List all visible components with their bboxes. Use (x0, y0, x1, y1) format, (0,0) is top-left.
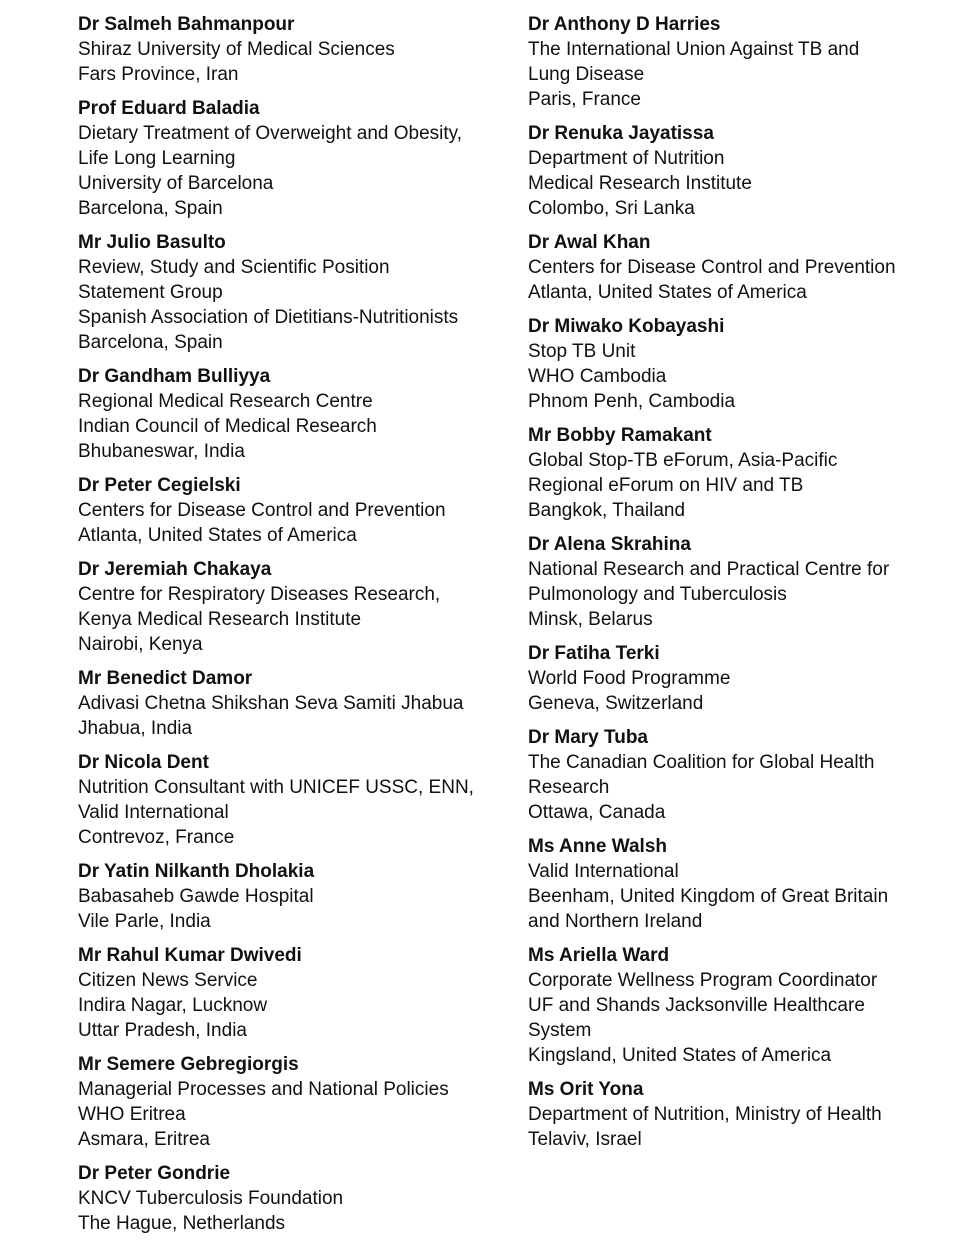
contributors-left-column (78, 12, 498, 1245)
contributor-affiliation-line: Statement Group (78, 282, 223, 303)
contributor-affiliation-line: World Food Programme (528, 668, 731, 689)
contributor-affiliation-line: Managerial Processes and National Policies (78, 1079, 449, 1100)
contributor-entry (78, 859, 498, 934)
contributor-name: Dr Peter Cegielski (78, 475, 241, 496)
contributor-entry (78, 666, 498, 741)
contributor-affiliation-line: Indian Council of Medical Research (78, 416, 377, 437)
contributor-affiliation-line: Uttar Pradesh, India (78, 1020, 247, 1041)
contributor-name: Mr Bobby Ramakant (528, 425, 712, 446)
contributor-affiliation-line: Regional Medical Research Centre (78, 391, 373, 412)
contributor-affiliation-line: Nairobi, Kenya (78, 634, 203, 655)
contributor-name: Dr Peter Gondrie (78, 1163, 231, 1184)
contributor-affiliation-line: Babasaheb Gawde Hospital (78, 886, 314, 907)
contributor-affiliation-line: Nutrition Consultant with UNICEF USSC, ENN, (78, 777, 474, 798)
contributor-affiliation-line: Centers for Disease Control and Prevention (78, 500, 446, 521)
contributor-affiliation-line: WHO Eritrea (78, 1104, 186, 1125)
contributor-affiliation-line: The Canadian Coalition for Global Health (528, 752, 875, 773)
contributor-entry (78, 230, 498, 355)
contributor-entry (78, 1052, 498, 1152)
contributor-affiliation-line: Ottawa, Canada (528, 802, 666, 823)
contributor-entry (528, 1077, 938, 1152)
contributor-entry (78, 557, 498, 657)
contributor-affiliation-line: The Hague, Netherlands (78, 1213, 286, 1234)
contributor-affiliation-line: Life Long Learning (78, 148, 236, 169)
contributor-name: Mr Julio Basulto (78, 232, 226, 253)
contributor-entry (78, 1161, 498, 1236)
contributor-affiliation-line: Bangkok, Thailand (528, 500, 686, 521)
contributor-name: Mr Benedict Damor (78, 668, 253, 689)
contributor-affiliation-line: Valid International (528, 861, 679, 882)
contributor-affiliation-line: Department of Nutrition, Ministry of Health (528, 1104, 882, 1125)
contributor-name: Dr Alena Skrahina (528, 534, 691, 555)
contributor-name: Dr Awal Khan (528, 232, 651, 253)
contributor-affiliation-line: Paris, France (528, 89, 641, 110)
contributor-affiliation-line: Medical Research Institute (528, 173, 752, 194)
contributor-affiliation-line: Colombo, Sri Lanka (528, 198, 695, 219)
contributor-affiliation-line: Citizen News Service (78, 970, 258, 991)
contributor-affiliation-line: Spanish Association of Dietitians-Nutritionists (78, 307, 459, 328)
contributor-affiliation-line: Dietary Treatment of Overweight and Obesity, (78, 123, 463, 144)
contributor-affiliation-line: Corporate Wellness Program Coordinator (528, 970, 878, 991)
contributor-name: Mr Rahul Kumar Dwivedi (78, 945, 302, 966)
contributor-name: Mr Semere Gebregiorgis (78, 1054, 299, 1075)
contributor-affiliation-line: Geneva, Switzerland (528, 693, 704, 714)
contributor-affiliation-line: Atlanta, United States of America (78, 525, 357, 546)
contributor-affiliation-line: Asmara, Eritrea (78, 1129, 210, 1150)
contributor-affiliation-line: Global Stop-TB eForum, Asia-Pacific (528, 450, 838, 471)
contributor-entry (78, 96, 498, 221)
contributor-affiliation-line: Kenya Medical Research Institute (78, 609, 362, 630)
contributor-affiliation-line: Indira Nagar, Lucknow (78, 995, 268, 1016)
contributor-affiliation-line: Contrevoz, France (78, 827, 235, 848)
contributor-affiliation-line: Valid International (78, 802, 229, 823)
contributor-affiliation-line: Review, Study and Scientific Position (78, 257, 390, 278)
contributor-entry (528, 423, 938, 523)
contributor-affiliation-line: Phnom Penh, Cambodia (528, 391, 736, 412)
contributor-entry (528, 230, 938, 305)
contributor-entry (528, 314, 938, 414)
contributor-entry (528, 943, 938, 1068)
contributor-affiliation-line: UF and Shands Jacksonville Healthcare (528, 995, 865, 1016)
contributor-name: Dr Jeremiah Chakaya (78, 559, 272, 580)
contributor-affiliation-line: Vile Parle, India (78, 911, 211, 932)
contributor-name: Ms Orit Yona (528, 1079, 644, 1100)
contributor-entry (78, 943, 498, 1043)
contributor-entry (528, 641, 938, 716)
contributor-affiliation-line: Atlanta, United States of America (528, 282, 807, 303)
contributor-entry (528, 725, 938, 825)
contributor-affiliation-line: Lung Disease (528, 64, 645, 85)
contributor-affiliation-line: Centre for Respiratory Diseases Research, (78, 584, 441, 605)
contributor-affiliation-line: Kingsland, United States of America (528, 1045, 832, 1066)
contributor-name: Dr Miwako Kobayashi (528, 316, 725, 337)
contributor-affiliation-line: Research (528, 777, 610, 798)
contributor-entry (78, 750, 498, 850)
contributor-name: Dr Salmeh Bahmanpour (78, 14, 295, 35)
contributor-name: Ms Anne Walsh (528, 836, 667, 857)
contributor-affiliation-line: Bhubaneswar, India (78, 441, 245, 462)
contributor-affiliation-line: Shiraz University of Medical Sciences (78, 39, 395, 60)
contributor-affiliation-line: Stop TB Unit (528, 341, 636, 362)
contributor-entry (528, 121, 938, 221)
contributor-affiliation-line: Barcelona, Spain (78, 332, 223, 353)
contributor-name: Dr Mary Tuba (528, 727, 649, 748)
contributor-name: Dr Anthony D Harries (528, 14, 721, 35)
contributor-affiliation-line: Fars Province, Iran (78, 64, 239, 85)
contributor-affiliation-line: Regional eForum on HIV and TB (528, 475, 804, 496)
contributor-affiliation-line: Barcelona, Spain (78, 198, 223, 219)
contributor-entry (528, 834, 938, 934)
contributor-affiliation-line: WHO Cambodia (528, 366, 667, 387)
contributor-name: Dr Nicola Dent (78, 752, 209, 773)
contributor-entry (528, 532, 938, 632)
contributor-affiliation-line: Minsk, Belarus (528, 609, 653, 630)
contributor-name: Dr Yatin Nilkanth Dholakia (78, 861, 315, 882)
contributor-affiliation-line: University of Barcelona (78, 173, 274, 194)
contributor-entry (78, 12, 498, 87)
contributor-entry (78, 473, 498, 548)
contributor-affiliation-line: Telaviv, Israel (528, 1129, 642, 1150)
contributor-affiliation-line: Pulmonology and Tuberculosis (528, 584, 787, 605)
contributor-entry (78, 364, 498, 464)
contributor-name: Dr Gandham Bulliyya (78, 366, 271, 387)
contributor-affiliation-line: System (528, 1020, 592, 1041)
contributor-affiliation-line: The International Union Against TB and (528, 39, 860, 60)
contributor-affiliation-line: Adivasi Chetna Shikshan Seva Samiti Jhabua (78, 693, 464, 714)
contributors-right-column (528, 12, 938, 1161)
contributor-entry (528, 12, 938, 112)
contributor-affiliation-line: National Research and Practical Centre for (528, 559, 890, 580)
contributor-affiliation-line: and Northern Ireland (528, 911, 703, 932)
contributor-affiliation-line: Beenham, United Kingdom of Great Britain (528, 886, 889, 907)
contributor-name: Dr Renuka Jayatissa (528, 123, 714, 144)
contributor-affiliation-line: Department of Nutrition (528, 148, 725, 169)
contributor-affiliation-line: Jhabua, India (78, 718, 193, 739)
contributor-affiliation-line: Centers for Disease Control and Prevention (528, 257, 896, 278)
contributor-name: Ms Ariella Ward (528, 945, 670, 966)
contributor-name: Prof Eduard Baladia (78, 98, 260, 119)
contributor-name: Dr Fatiha Terki (528, 643, 660, 664)
contributor-affiliation-line: KNCV Tuberculosis Foundation (78, 1188, 344, 1209)
